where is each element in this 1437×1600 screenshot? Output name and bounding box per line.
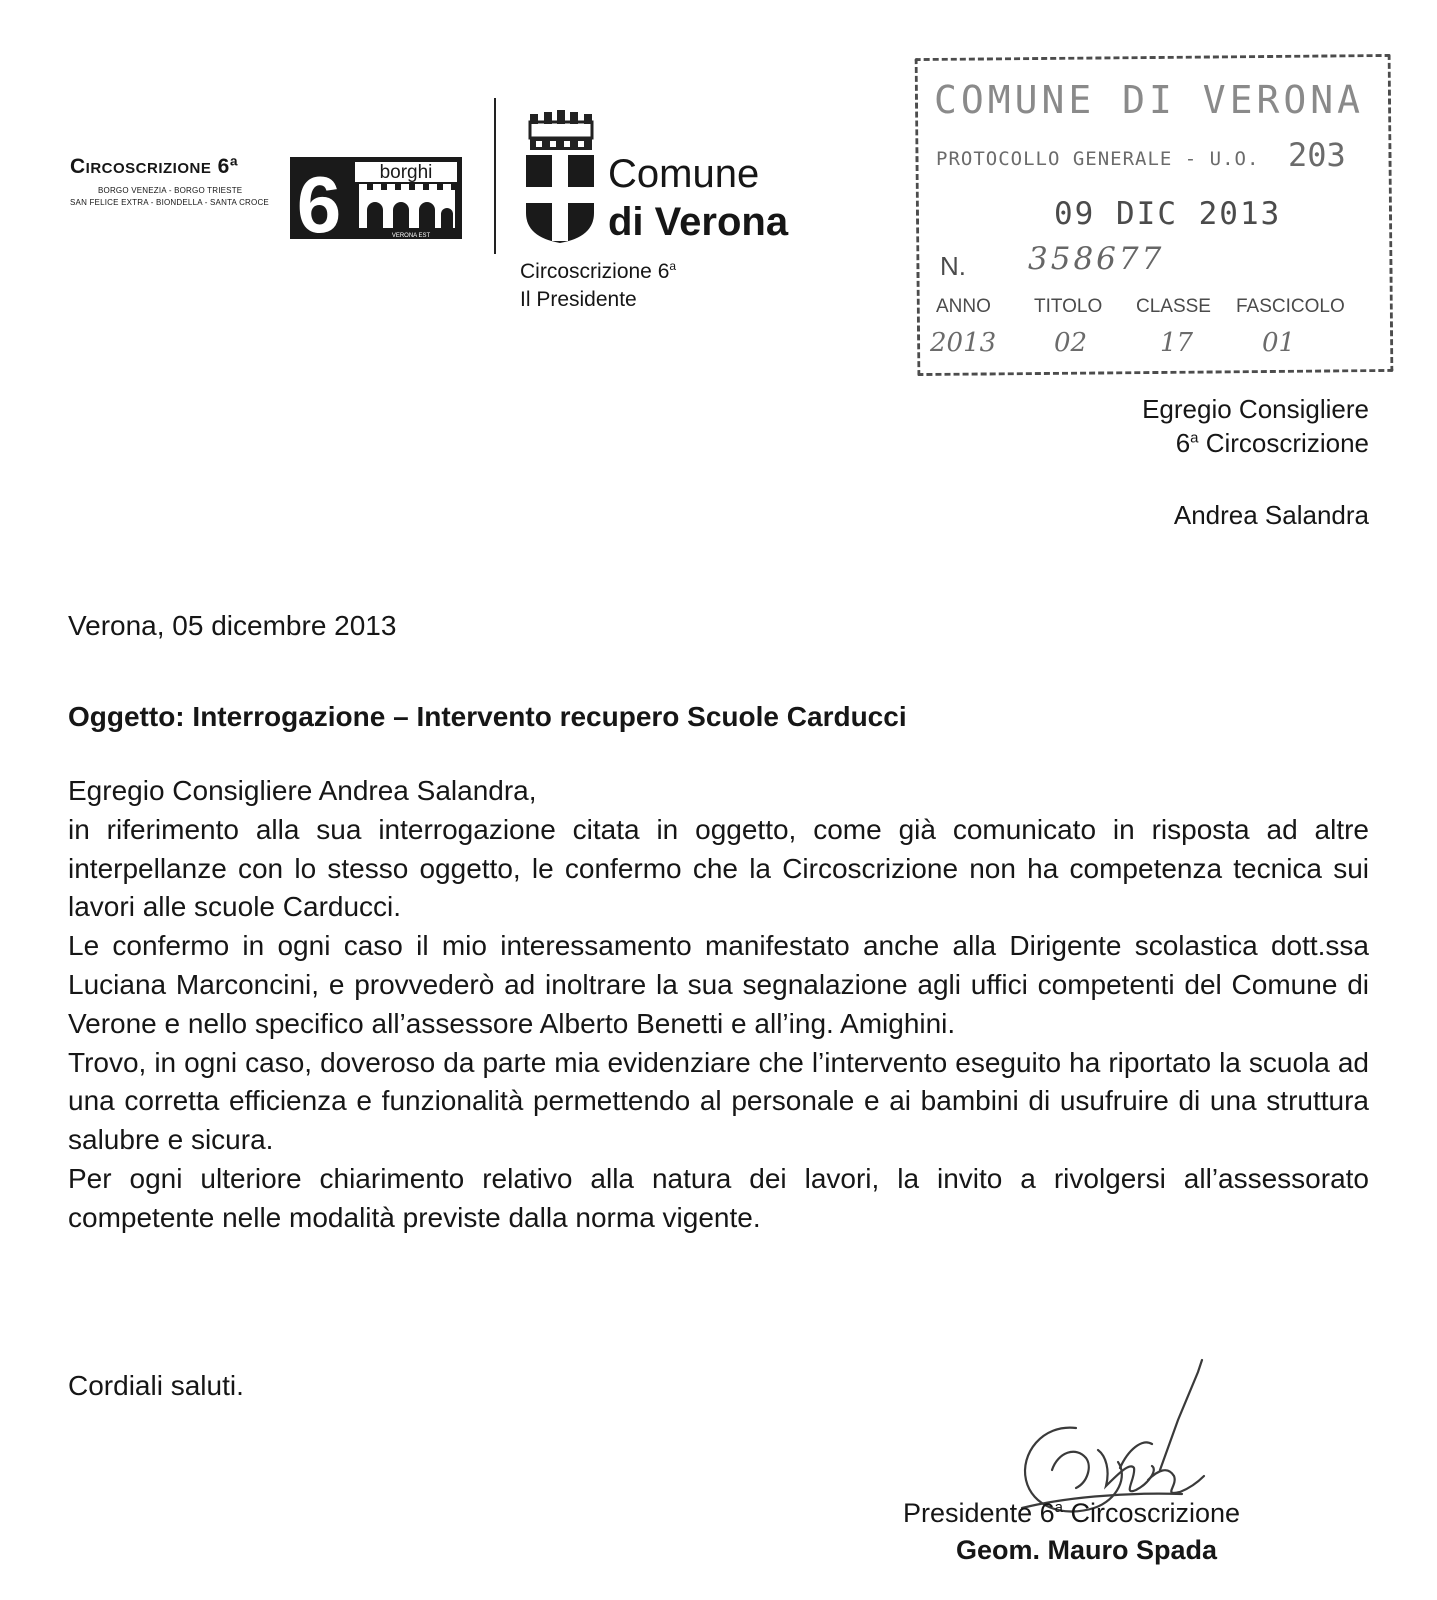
stamp-value-fascicolo: 01 — [1262, 328, 1296, 358]
signature-role — [903, 1498, 1240, 1529]
stamp-value-classe: 17 — [1160, 328, 1194, 358]
office-name — [520, 259, 676, 284]
signature-role-number: 6 — [1039, 1498, 1055, 1528]
circoscrizione-subline-1: BORGO VENEZIA - BORGO TRIESTE — [98, 186, 243, 195]
letter-body — [68, 772, 1369, 1238]
closing: Cordiali saluti. — [68, 1370, 244, 1401]
comune-name-line-1: Comune — [608, 152, 760, 196]
office-name-text: Circoscrizione 6 — [520, 260, 670, 283]
stamp-header-classe: CLASSE — [1136, 296, 1211, 317]
paragraph-3: Trovo, in ogni caso, doveroso da parte mia evidenziare che l’intervento eseguito ha riportato la scuola ad una corretta efficienza e funzionalità permettendo al personale e ai bambini di usufruire di una struttura salubre e sicura. — [68, 1046, 1369, 1156]
borghi-logo-number: 6 — [296, 160, 342, 240]
paragraph-1: in riferimento alla sua interrogazione citata in oggetto, come già comunicato in risposta ad altre interpellanze con lo stesso oggetto, le confermo che la Circoscrizione non ha competenza tecnica sui lavori alle scuole Carducci. — [68, 813, 1369, 923]
subject-line: Oggetto: Interrogazione – Intervento recupero Scuole Carducci — [68, 701, 907, 732]
stamp-header-fascicolo: FASCICOLO — [1236, 296, 1345, 317]
stamp-value-anno: 2013 — [930, 328, 997, 358]
recipient-number: 6 — [1175, 428, 1191, 458]
signature-role-prefix: Presidente — [903, 1498, 1040, 1528]
stamp-date: 09 DIC 2013 — [1054, 196, 1282, 232]
recipient-line-2 — [1176, 428, 1369, 459]
signature-name: Geom. Mauro Spada — [956, 1535, 1218, 1565]
stamp-title: COMUNE DI VERONA — [934, 78, 1365, 122]
borghi-logo — [289, 156, 463, 240]
circoscrizione-subline-2: SAN FELICE EXTRA - BIONDELLA - SANTA CROCE — [70, 198, 269, 207]
paragraph-4: Per ogni ulteriore chiarimento relativo alla natura dei lavori, la invito a rivolgersi all’assessorato competente nelle modalità previste dalla norma vigente. — [68, 1162, 1369, 1233]
signature-role-suffix: Circoscrizione — [1062, 1498, 1241, 1528]
office-superscript: a — [669, 259, 677, 273]
circoscrizione-title: Circoscrizione 6ª — [70, 155, 239, 178]
stamp-number-label: N. — [940, 251, 966, 281]
stamp-number: 358677 — [1028, 241, 1165, 277]
recipient-name: Andrea Salandra — [1173, 500, 1369, 530]
verona-shield-icon — [524, 153, 596, 245]
header-divider — [494, 98, 496, 254]
salutation: Egregio Consigliere Andrea Salandra, — [68, 775, 537, 806]
stamp-protocol-office: 203 — [1288, 136, 1346, 174]
recipient-superscript: a — [1190, 429, 1199, 447]
stamp-header-titolo: TITOLO — [1034, 296, 1103, 317]
borghi-logo-word: borghi — [379, 162, 433, 183]
recipient-line-2-text: Circoscrizione — [1198, 428, 1369, 458]
office-role: Il Presidente — [520, 288, 637, 311]
protocol-stamp — [916, 56, 1390, 372]
stamp-protocol-label: PROTOCOLLO GENERALE - U.O. — [936, 148, 1260, 170]
stamp-value-titolo: 02 — [1054, 328, 1088, 358]
recipient-line-1: Egregio Consigliere — [1142, 394, 1369, 424]
borghi-logo-caption: VERONA EST — [391, 233, 431, 239]
signature-role-superscript: a — [1054, 1499, 1063, 1516]
crown-icon — [526, 108, 596, 152]
place-date: Verona, 05 dicembre 2013 — [68, 610, 397, 641]
stamp-header-anno: ANNO — [936, 296, 991, 317]
paragraph-2: Le confermo in ogni caso il mio interessamento manifestato anche alla Dirigente scolastica dott.ssa Luciana Marconcini, e provvederò ad inoltrare la sua segnalazione agli uffici competenti del Comune di Verone e nello specifico all’assessore Alberto Benetti e all’ing. Amighini. — [68, 930, 1369, 1039]
comune-name-line-2: di Verona — [608, 200, 789, 244]
